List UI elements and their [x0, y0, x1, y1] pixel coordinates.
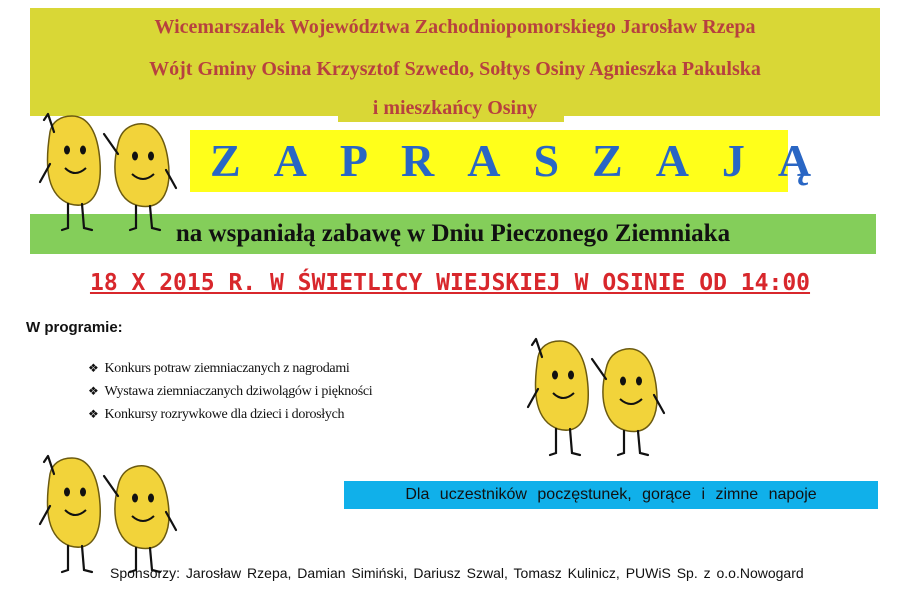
- program-title: W programie:: [26, 319, 123, 336]
- program-item: ❖ Wystawa ziemniaczanych dziwolągów i piękności: [88, 384, 373, 399]
- event-date-place: 18 X 2015 R. W ŚWIETLICY WIEJSKIEJ W OSINIE OD 14:00: [89, 270, 811, 296]
- event-title: na wspaniałą zabawę w Dniu Pieczonego Ziemniaka: [175, 220, 731, 247]
- potato-mascots-middle-icon: [528, 335, 668, 460]
- diamond-bullet-icon: ❖: [88, 407, 99, 421]
- program-item: ❖ Konkursy rozrywkowe dla dzieci i dorosłych: [88, 407, 345, 422]
- program-item: ❖ Konkurs potraw ziemniaczanych z nagrodami: [88, 361, 350, 376]
- sponsors-line: Sponsorzy: Jarosław Rzepa, Damian Simiński, Dariusz Szwal, Tomasz Kulinicz, PUWiS Sp. z o.o.Nowogard: [110, 565, 804, 581]
- invite-title: ZAPRASZAJĄ: [210, 135, 845, 186]
- diamond-bullet-icon: ❖: [88, 361, 99, 375]
- potato-mascots-top-icon: [40, 110, 180, 235]
- refreshments-text: Dla uczestników poczęstunek, gorące i zimne napoje: [405, 486, 817, 503]
- program-list: [88, 357, 372, 426]
- header-line-3: i mieszkańcy Osiny: [372, 97, 538, 119]
- header-line-1: Wicemarszalek Województwa Zachodniopomorskiego Jarosław Rzepa: [154, 16, 756, 38]
- diamond-bullet-icon: ❖: [88, 384, 99, 398]
- header-line-2: Wójt Gminy Osina Krzysztof Szwedo, Sołtys Osiny Agnieszka Pakulska: [149, 58, 761, 80]
- potato-mascots-bottom-icon: [40, 452, 180, 577]
